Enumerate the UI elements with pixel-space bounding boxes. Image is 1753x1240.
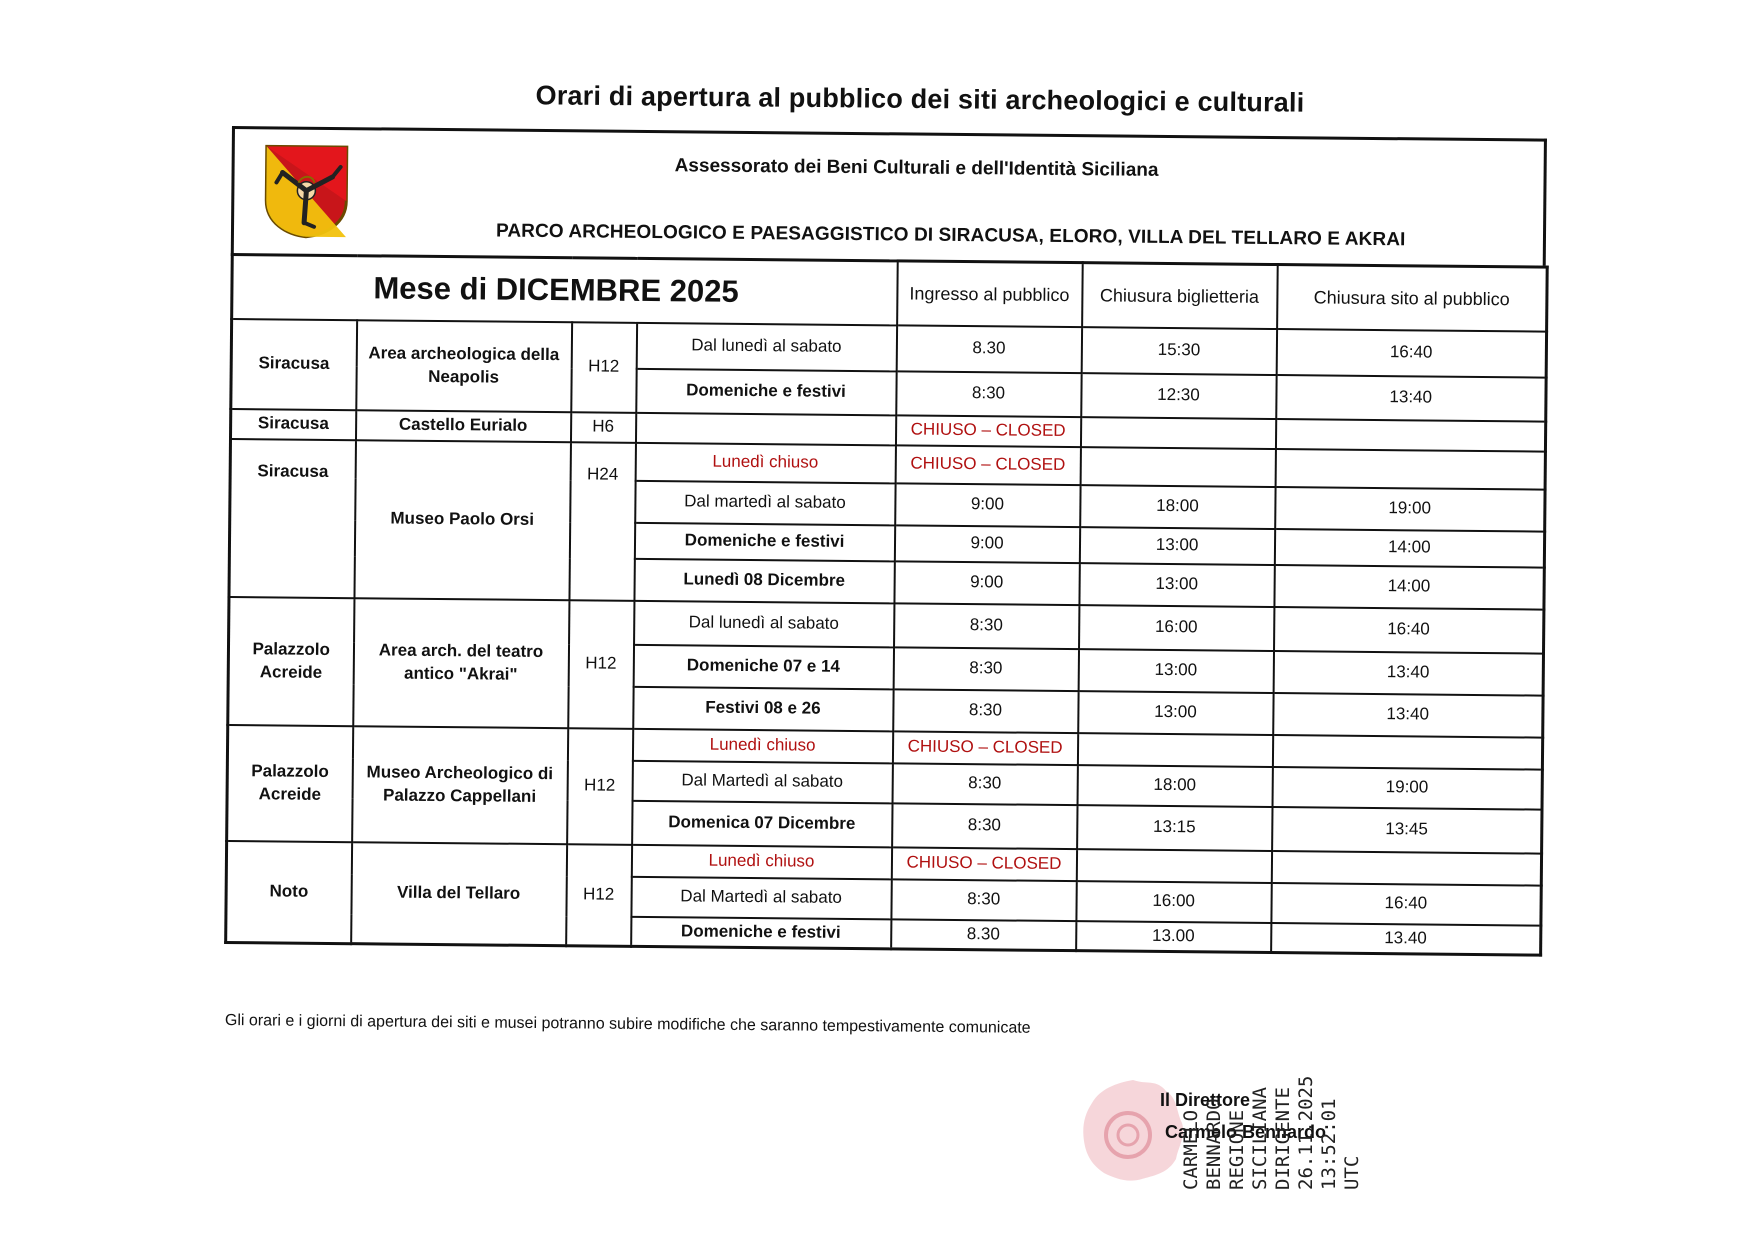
director-name: Carmelo Bennardo	[1165, 1122, 1327, 1142]
opening-hours-table	[224, 253, 1549, 957]
city-cell: Noto	[226, 840, 352, 943]
code-cell: H12	[567, 728, 633, 845]
sito-cell: 13:45	[1272, 807, 1542, 854]
biglietteria-cell: 13:15	[1077, 805, 1272, 851]
biglietteria-cell	[1077, 733, 1272, 767]
ingresso-cell: 9:00	[894, 561, 1079, 605]
biglietteria-cell	[1080, 447, 1275, 487]
digisign-line: SICILIANA	[1249, 1087, 1271, 1190]
col-header-sito: Chiusura sito al pubblico	[1277, 265, 1548, 332]
month-label: Mese di DICEMBRE 2025	[232, 255, 898, 325]
ingresso-cell: 8:30	[893, 689, 1078, 733]
biglietteria-cell: 13:00	[1078, 649, 1273, 693]
ingresso-cell: 8.30	[896, 325, 1081, 373]
digisign-line: UTC	[1341, 1155, 1363, 1190]
page-title: Orari di apertura al pubblico dei siti archeologici e culturali	[535, 80, 1305, 118]
digisign-line: 26.11.2025	[1295, 1075, 1317, 1190]
day-cell: Dal martedì al sabato	[635, 480, 895, 524]
biglietteria-cell: 13:00	[1079, 527, 1274, 565]
site-cell: Villa del Tellaro	[351, 842, 567, 946]
ingresso-cell: 9:00	[894, 525, 1079, 563]
city-cell: Palazzolo Acreide	[227, 724, 353, 841]
city-cell: Siracusa	[231, 409, 356, 440]
site-cell: Museo Paolo Orsi	[354, 440, 571, 600]
biglietteria-cell: 15:30	[1081, 327, 1276, 375]
sito-cell: 16:40	[1274, 607, 1544, 654]
footnote: Gli orari e i giorni di apertura dei siti e musei potranno subire modifiche che saranno tempestivamente comunicate	[224, 1012, 1031, 1037]
ingresso-cell: 8:30	[894, 603, 1079, 649]
ingresso-cell: CHIUSO – CLOSED	[892, 731, 1077, 765]
ingresso-cell: 8:30	[893, 647, 1078, 691]
biglietteria-cell: 12:30	[1081, 373, 1276, 419]
ingresso-cell: 8.30	[891, 919, 1076, 951]
col-header-biglietteria: Chiusura biglietteria	[1082, 263, 1278, 329]
ingresso-cell: 8:30	[896, 371, 1081, 417]
col-header-ingresso: Ingresso al pubblico	[897, 261, 1083, 327]
sito-cell: 13:40	[1273, 651, 1543, 696]
day-cell: Lunedì chiuso	[635, 442, 895, 482]
digisign-line: REGIONE	[1226, 1109, 1248, 1190]
biglietteria-cell: 16:00	[1076, 881, 1271, 923]
site-cell: Area archeologica della Neapolis	[356, 320, 572, 412]
site-cell: Castello Eurialo	[355, 410, 570, 442]
site-cell: Museo Archeologico di Palazzo Cappellani	[352, 726, 568, 844]
sito-cell: 13:40	[1276, 375, 1546, 422]
header-box	[231, 126, 1547, 266]
ingresso-cell: 8:30	[892, 803, 1077, 849]
biglietteria-cell: 13.00	[1076, 921, 1271, 953]
biglietteria-cell: 16:00	[1079, 605, 1274, 651]
biglietteria-cell: 18:00	[1077, 765, 1272, 807]
ingresso-cell: CHIUSO – CLOSED	[891, 847, 1076, 881]
biglietteria-cell: 13:00	[1079, 563, 1274, 607]
biglietteria-cell	[1081, 417, 1276, 449]
day-cell: Domeniche e festivi	[634, 522, 894, 560]
city-cell: Siracusa	[231, 319, 357, 410]
biglietteria-cell: 13:00	[1078, 691, 1273, 735]
day-cell: Dal Martedì al sabato	[631, 876, 891, 918]
digisign-line: DIRIGENTE	[1272, 1087, 1294, 1190]
day-cell: Festivi 08 e 26	[633, 686, 893, 730]
sito-cell: 16:40	[1276, 329, 1546, 378]
sito-cell: 13:40	[1273, 693, 1543, 738]
code-cell: H24	[569, 442, 636, 601]
ingresso-cell: 9:00	[895, 483, 1080, 527]
day-cell: Domeniche e festivi	[636, 368, 896, 414]
assessorato-heading: Assessorato dei Beni Culturali e dell'Identità Siciliana	[674, 155, 1159, 181]
day-cell	[635, 412, 895, 444]
day-cell: Lunedì chiuso	[632, 728, 892, 762]
code-cell: H12	[566, 844, 632, 947]
ingresso-cell: 8:30	[892, 763, 1077, 805]
sito-cell	[1275, 419, 1545, 452]
day-cell: Domenica 07 Dicembre	[632, 800, 892, 846]
ingresso-cell: CHIUSO – CLOSED	[895, 445, 1080, 485]
day-cell: Domeniche 07 e 14	[633, 644, 893, 688]
day-cell: Dal Martedì al sabato	[632, 760, 892, 802]
city-cell: Siracusa	[229, 439, 356, 598]
code-cell: H12	[571, 322, 637, 413]
biglietteria-cell	[1076, 849, 1271, 883]
sito-cell: 19:00	[1272, 767, 1542, 810]
digisign-line: CARMELO	[1180, 1109, 1202, 1190]
digital-signature-block	[1180, 1076, 1364, 1190]
day-cell: Lunedì chiuso	[631, 844, 891, 878]
biglietteria-cell: 18:00	[1080, 485, 1275, 529]
ingresso-cell: CHIUSO – CLOSED	[896, 415, 1081, 447]
ingresso-cell: 8:30	[891, 879, 1076, 921]
site-cell: Area arch. del teatro antico "Akrai"	[353, 598, 569, 728]
sito-cell: 16:40	[1271, 883, 1541, 926]
sito-cell: 14:00	[1274, 529, 1544, 568]
day-cell: Dal lunedì al sabato	[634, 600, 894, 646]
day-cell: Lunedì 08 Dicembre	[634, 558, 894, 602]
sito-cell: 13.40	[1271, 923, 1541, 956]
city-cell: Palazzolo Acreide	[228, 596, 354, 725]
day-cell: Dal lunedì al sabato	[636, 322, 896, 370]
sicily-coat-of-arms-icon	[262, 142, 351, 239]
sito-cell: 19:00	[1275, 487, 1545, 532]
sito-cell: 14:00	[1274, 565, 1544, 610]
code-cell: H6	[570, 412, 635, 443]
sito-cell	[1275, 449, 1545, 490]
digisign-line: BENNARDO	[1203, 1098, 1225, 1190]
digisign-line: 13:52:01	[1318, 1098, 1340, 1190]
day-cell: Domeniche e festivi	[631, 916, 891, 948]
schedule-sheet	[224, 126, 1547, 957]
parco-heading: PARCO ARCHEOLOGICO E PAESAGGISTICO DI SIRACUSA, ELORO, VILLA DEL TELLARO E AKRAI	[495, 220, 1406, 251]
director-role: Il Direttore	[1160, 1090, 1251, 1110]
sito-cell	[1271, 851, 1541, 886]
code-cell: H12	[568, 600, 634, 729]
sito-cell	[1272, 735, 1542, 770]
